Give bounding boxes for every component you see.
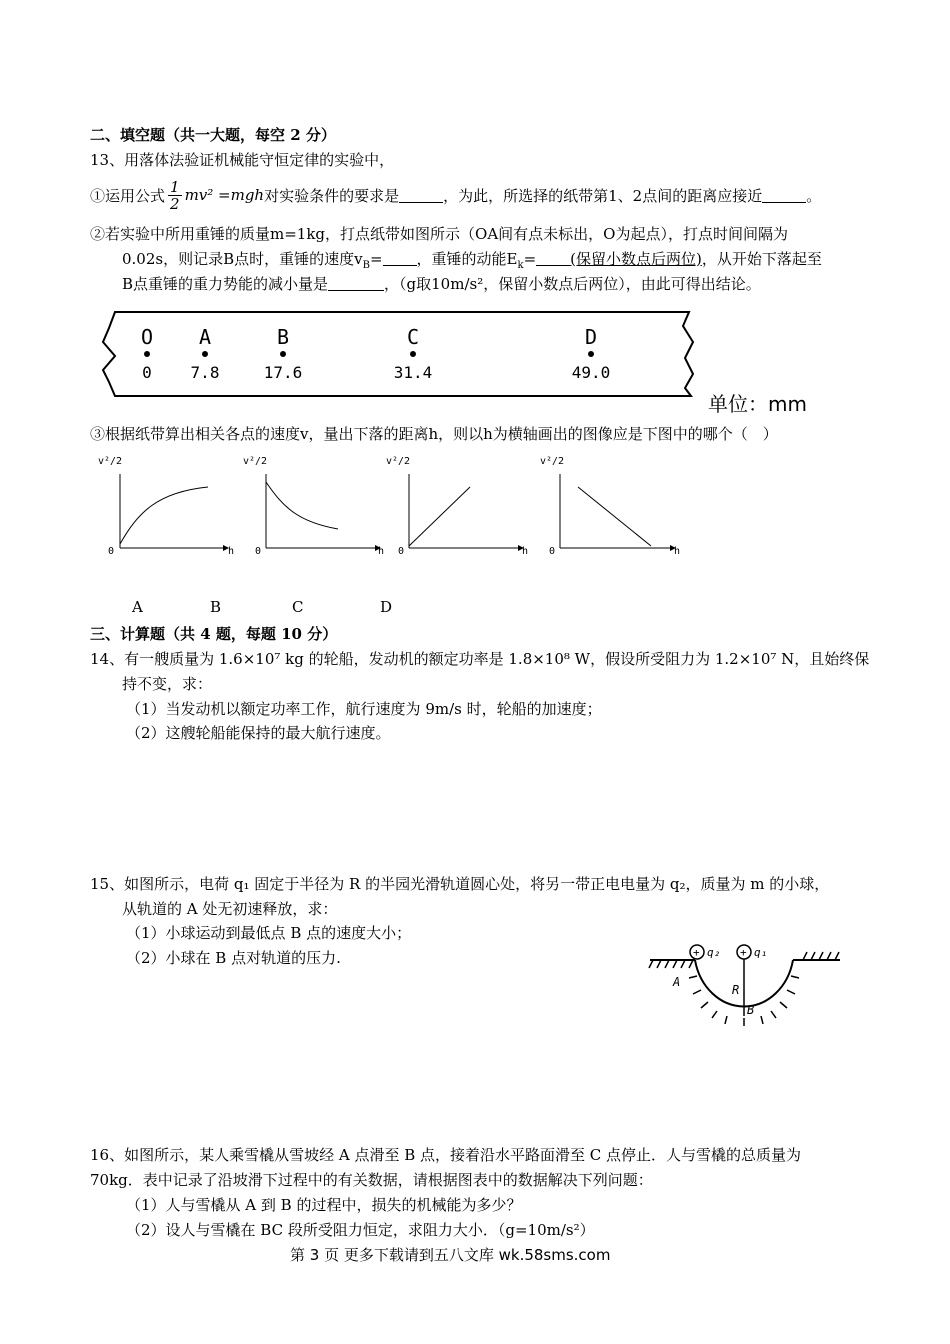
q13-part1-mid2: ，为此，所选择的纸带第1、2点间的距离应接近 — [443, 186, 763, 205]
q15-line2: 从轨道的 A 处无初速释放，求： — [122, 900, 338, 918]
graph-b-origin: 0 — [255, 546, 262, 557]
fig-label-r: R — [732, 983, 740, 997]
q13-stem: 13、用落体法验证机械能守恒定律的实验中， — [90, 151, 395, 169]
graph-d — [540, 456, 680, 557]
q16-line1: 16、如图所示，某人乘雪橇从雪坡经 A 点滑至 B 点，接着沿水平路面滑至 C 点停止．人与雪橇的总质量为 — [90, 1146, 802, 1164]
tape-point-value: 49.0 — [571, 363, 611, 382]
graph-a-curve — [120, 487, 208, 544]
fig-label-q1: q₁ — [754, 946, 768, 959]
graph-b-curve — [266, 482, 338, 529]
q13-part1-pre: ①运用公式 — [90, 186, 166, 205]
graph-c-ylabel: v²/2 — [386, 456, 411, 467]
answer-blank-2[interactable] — [762, 188, 806, 203]
graph-d-xlabel: h — [674, 546, 681, 557]
graph-c-xlabel: h — [522, 546, 529, 557]
fig-label-b: B — [747, 1003, 755, 1017]
q13-part2-line1: ②若实验中所用重锤的质量m=1kg，打点纸带如图所示（OA间有点未标出，O为起点），打点时间间隔为 — [90, 225, 788, 243]
svg-text:+: + — [740, 946, 747, 959]
answer-blank-ek[interactable] — [536, 251, 570, 266]
q13-part3: ③根据纸带算出相关各点的速度v，量出下落的距离h，则以h为横轴画出的图像应是下图中的哪个（ ） — [90, 425, 778, 443]
tape-point-value: 17.6 — [263, 363, 303, 382]
choice-a[interactable]: A — [132, 598, 143, 616]
q16-sub1: （1）人与雪橇从 A 到 B 的过程中，损失的机械能为多少？ — [126, 1196, 522, 1214]
semicircle-track-figure — [645, 938, 845, 1050]
formula-fraction: $\frac{1}{2}$ — [170, 177, 180, 213]
answer-blank-ep[interactable] — [328, 276, 384, 291]
tape-dot — [280, 351, 286, 357]
q14-sub1: （1）当发动机以额定功率工作，航行速度为 9m/s 时，轮船的加速度； — [126, 700, 602, 718]
q15-sub2: （2）小球在 B 点对轨道的压力. — [126, 949, 341, 967]
graph-b-ylabel: v²/2 — [243, 456, 268, 467]
tape-dot — [144, 351, 150, 357]
tape-point-label: C — [406, 325, 420, 349]
graph-options — [98, 452, 698, 562]
answer-blank-1[interactable] — [399, 188, 443, 203]
graph-c-origin: 0 — [398, 546, 405, 557]
tape-point-label: O — [140, 325, 154, 349]
choice-b[interactable]: B — [210, 598, 222, 616]
graph-a-ylabel: v²/2 — [98, 456, 123, 467]
svg-text:+: + — [693, 946, 700, 959]
q14-line2: 持不变，求： — [122, 675, 213, 693]
graph-d-line — [578, 487, 651, 546]
tape-point-label: B — [276, 325, 290, 349]
q13-part1 — [90, 173, 821, 217]
tape-point-value: 31.4 — [393, 363, 433, 382]
q15-line1: 15、如图所示，电荷 q₁ 固定于半径为 R 的半园光滑轨道圆心处，将另一带正电电量为 q₂，质量为 m 的小球， — [90, 875, 830, 893]
q13-part2-line3: B点重锤的重力势能的减小量是 ，（g取10m/s²，保留小数点后两位），由此可得出结论。 — [122, 275, 761, 293]
graph-c-line — [409, 487, 470, 546]
tape-dot — [410, 351, 416, 357]
graph-c — [386, 456, 528, 557]
choice-d[interactable]: D — [380, 598, 393, 616]
q15-sub1: （1）小球运动到最低点 B 点的速度大小； — [126, 924, 412, 942]
fig-label-a: A — [673, 975, 681, 989]
q16-sub2: （2）设人与雪橇在 BC 段所受阻力恒定，求阻力大小．（g=10m/s²） — [126, 1221, 595, 1239]
answer-blank-vb[interactable] — [383, 251, 417, 266]
q14-sub2: （2）这艘轮船能保持的最大航行速度。 — [126, 724, 391, 742]
graph-a-origin: 0 — [108, 546, 115, 557]
q13-part1-end: 。 — [806, 186, 822, 205]
section2-heading: 二、填空题（共一大题，每空 2 分） — [90, 126, 336, 144]
q13-part1-mid: 对实验条件的要求是 — [264, 186, 400, 205]
tape-point-label: A — [198, 325, 212, 349]
graph-b — [243, 456, 384, 557]
graph-d-origin: 0 — [549, 546, 556, 557]
page-footer: 第 3 页 更多下载请到五八文库 wk.58sms.com — [290, 1246, 611, 1264]
formula-expression: mv² =mgh — [184, 186, 265, 204]
q13-part2-line2: 0.02s，则记录B点时，重锤的速度$v_B=$ ，重锤的动能$E_k=$ (保留小数点后两位)，从开始下落起至 — [122, 250, 822, 271]
tape-point-value: 7.8 — [190, 363, 220, 382]
choice-c[interactable]: C — [292, 598, 304, 616]
graph-d-ylabel: v²/2 — [540, 456, 565, 467]
tape-point-label: D — [584, 325, 598, 349]
tape-dot — [202, 351, 208, 357]
q14-line1: 14、有一艘质量为 1.6×10⁷ kg 的轮船，发动机的额定功率是 1.8×10⁸ W，假设所受阻力为 1.2×10⁷ N，且始终保 — [90, 650, 870, 668]
tape-unit-label: 单位：mm — [708, 392, 807, 416]
graph-a-xlabel: h — [228, 546, 235, 557]
fig-label-q2: q₂ — [707, 946, 721, 959]
graph-b-xlabel: h — [378, 546, 385, 557]
q16-line2: 70kg．表中记录了沿坡滑下过程中的有关数据，请根据图表中的数据解决下列问题： — [90, 1171, 653, 1189]
graph-a — [98, 456, 234, 557]
tape-point-value: 0 — [142, 363, 152, 382]
section3-heading: 三、计算题（共 4 题，每题 10 分） — [90, 625, 338, 643]
tape-dot — [588, 351, 594, 357]
paper-tape-figure — [95, 308, 705, 400]
